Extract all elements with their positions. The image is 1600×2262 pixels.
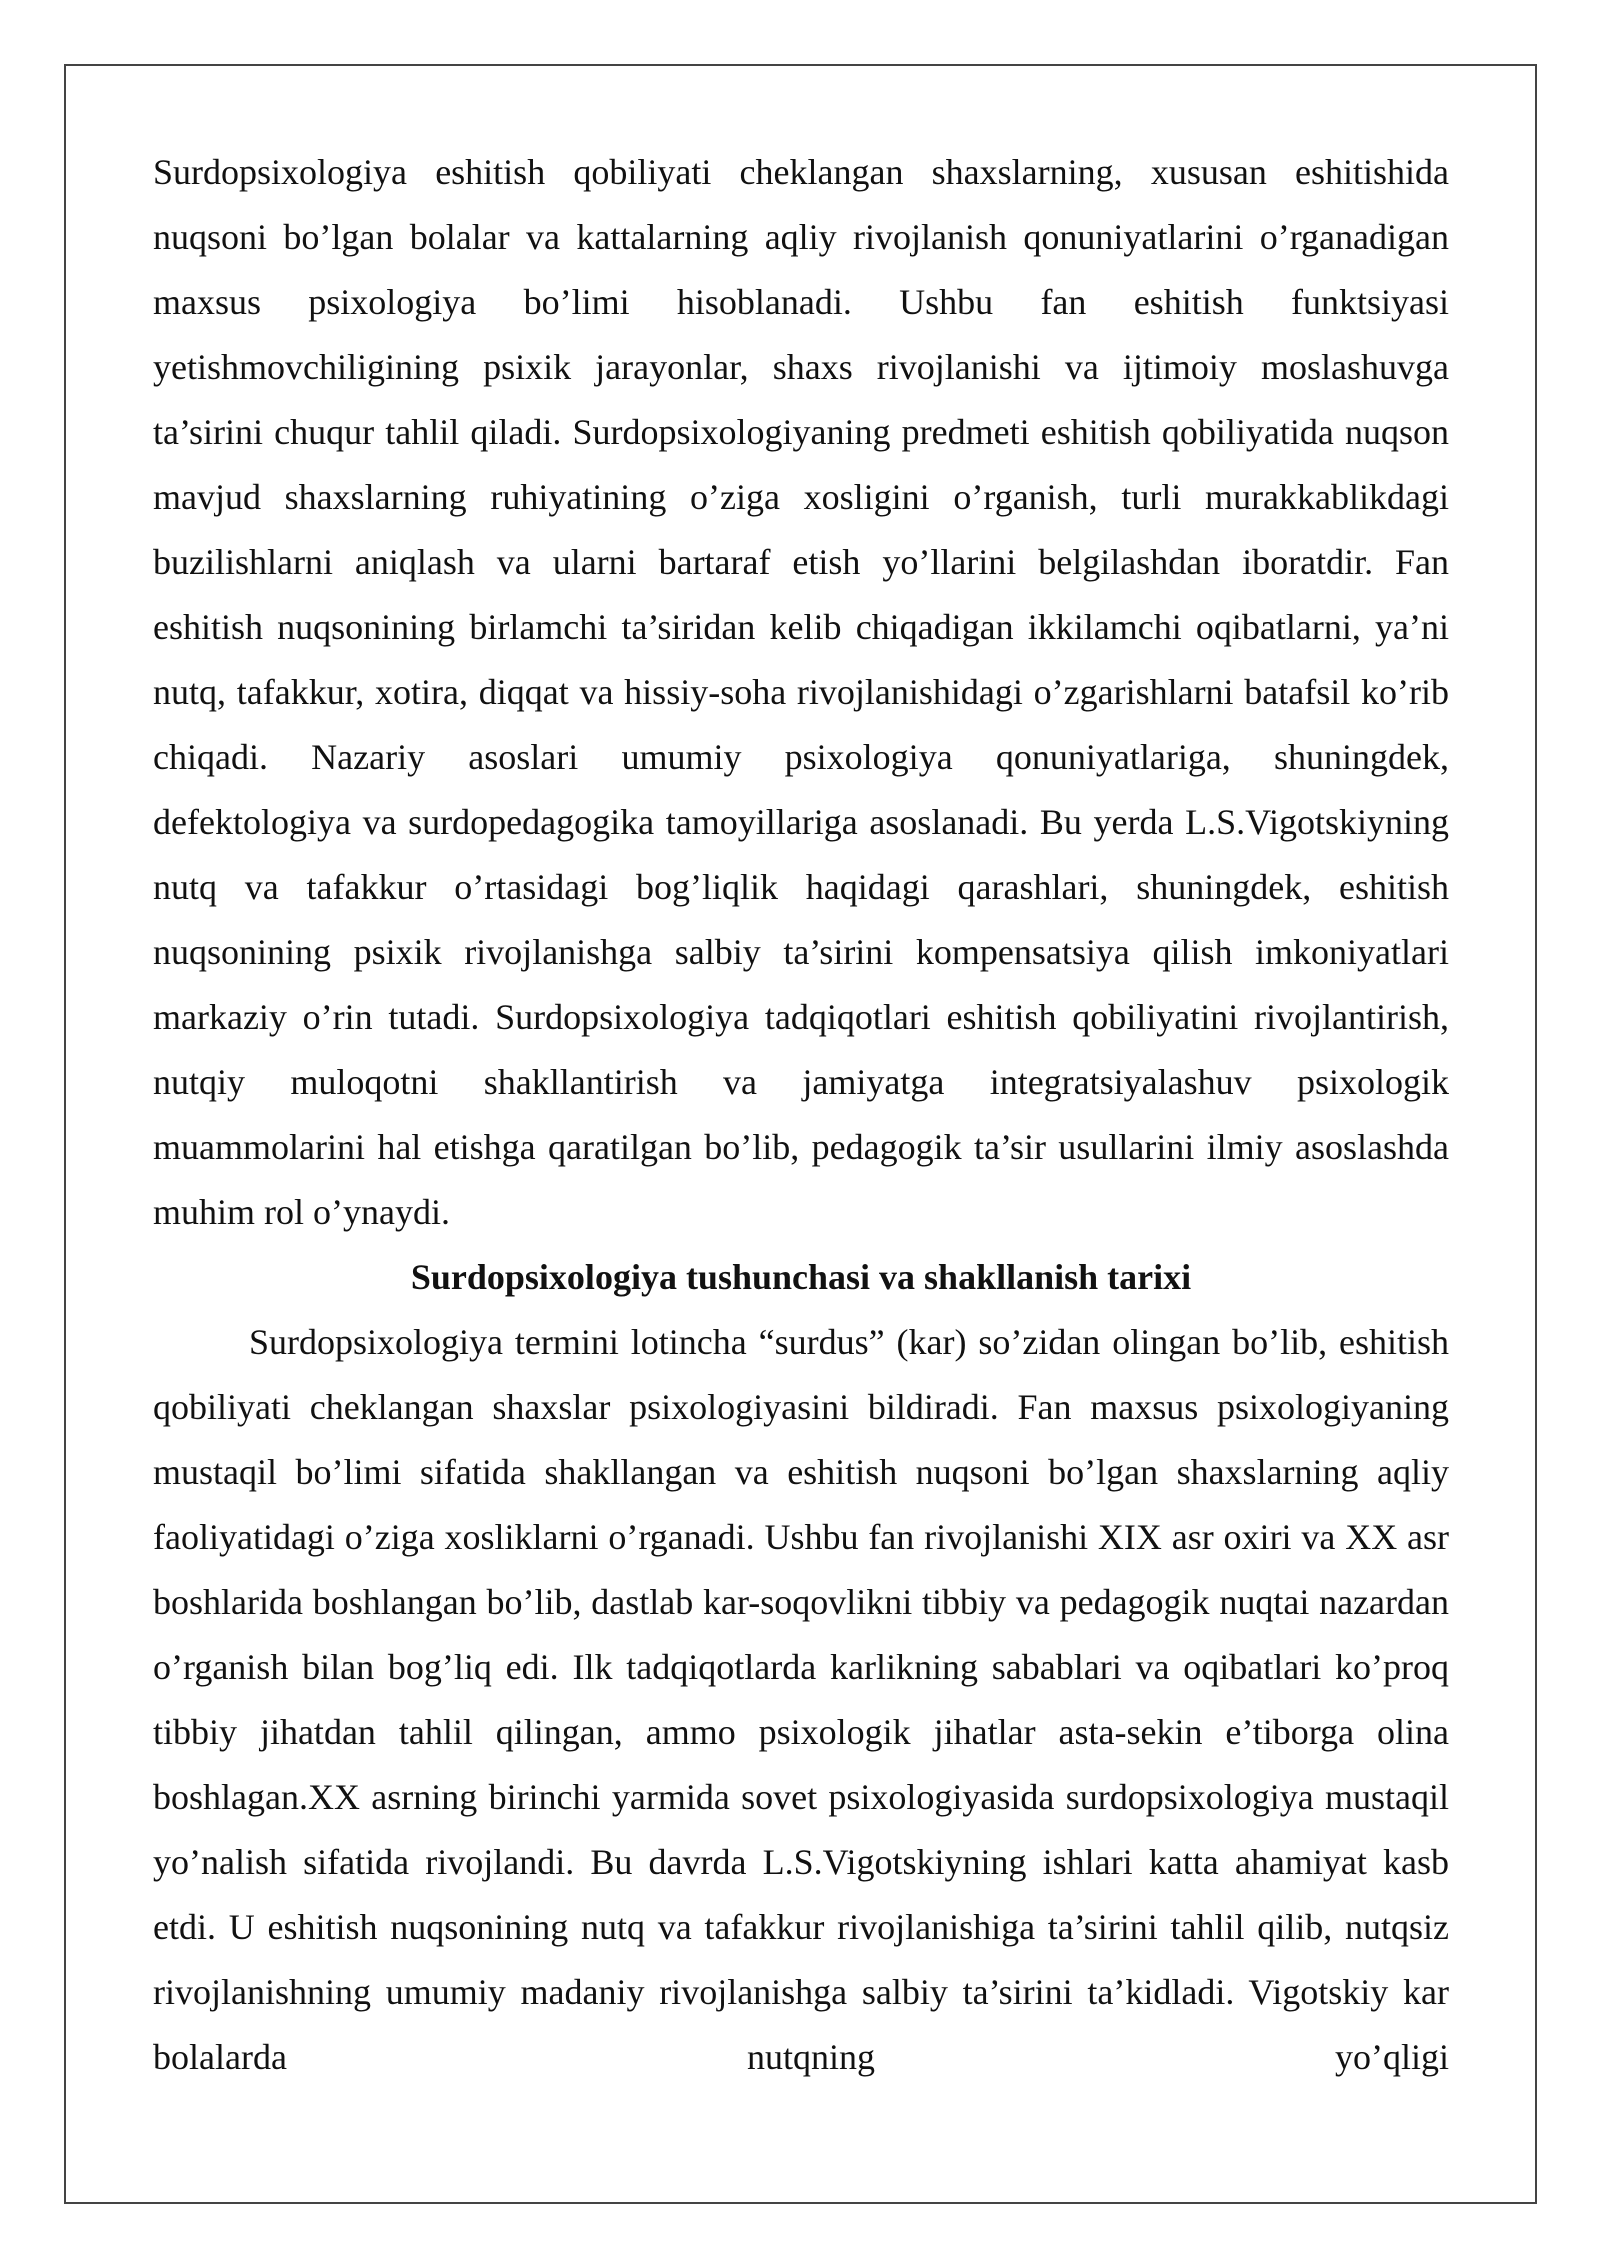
intro-paragraph: Surdopsixologiya eshitish qobiliyati cheklangan shaxslarning, xususan eshitishida nuqsoni bo’lgan bolalar va kattalarning aqliy rivojlanish qonuniyatlarini o’rganadigan maxsus psixologiya bo’limi hisoblanadi. Ushbu fan eshitish funktsiyasi yetishmovchiligining psixik jarayonlar, shaxs rivojlanishi va ijtimoiy moslashuvga ta’sirini chuqur tahlil qiladi. Surdopsixologiyaning predmeti eshitish qobiliyatida nuqson mavjud shaxslarning ruhiyatining o’ziga xosligini o’rganish, turli murakkablikdagi buzilishlarni aniqlash va ularni bartaraf etish yo’llarini belgilashdan iboratdir. Fan eshitish nuqsonining birlamchi ta’siridan kelib chiqadigan ikkilamchi oqibatlarni, ya’ni nutq, tafakkur, xotira, diqqat va hissiy-soha rivojlanishidagi o’zgarishlarni batafsil ko’rib chiqadi. Nazariy asoslari umumiy psixologiya qonuniyatlariga, shuningdek, defektologiya va surdopedagogika tamoyillariga asoslanadi. Bu yerda L.S.Vigotskiyning nutq va tafakkur o’rtasidagi bog’liqlik haqidagi qarashlari, shuningdek, eshitish nuqsonining psixik rivojlanishga salbiy ta’sirini kompensatsiya qilish imkoniyatlari markaziy o’rin tutadi. Surdopsixologiya tadqiqotlari eshitish qobiliyatini rivojlantirish, nutqiy muloqotni shakllantirish va jamiyatga integratsiyalashuv psixologik muammolarini hal etishga qaratilgan bo’lib, pedagogik ta’sir usullarini ilmiy asoslashda muhim rol o’ynaydi. [153,152,1449,1232]
section-heading: Surdopsixologiya tushunchasi va shakllanish tarixi [410,1257,1192,1297]
history-paragraph: Surdopsixologiya termini lotincha “surdus” (kar) so’zidan olingan bo’lib, eshitish qobiliyati cheklangan shaxslar psixologiyasini bildiradi. Fan maxsus psixologiyaning mustaqil bo’limi sifatida shakllangan va eshitish nuqsoni bo’lgan shaxslarning aqliy faoliyatidagi o’ziga xosliklarni o’rganadi. Ushbu fan rivojlanishi XIX asr oxiri va XX asr boshlarida boshlangan bo’lib, dastlab kar-soqovlikni tibbiy va pedagogik nuqtai nazardan o’rganish bilan bog’liq edi. Ilk tadqiqotlarda karlikning sabablari va oqibatlari ko’proq tibbiy jihatdan tahlil qilingan, ammo psixologik jihatlar asta-sekin e’tiborga olina boshlagan.XX asrning birinchi yarmida sovet psixologiyasida surdopsixologiya mustaqil yo’nalish sifatida rivojlandi. Bu davrda L.S.Vigotskiyning ishlari katta ahamiyat kasb etdi. U eshitish nuqsonining nutq va tafakkur rivojlanishiga ta’sirini tahlil qilib, nutqsiz rivojlanishning umumiy madaniy rivojlanishga salbiy ta’sirini ta’kidladi. Vigotskiy kar bolalarda nutqning yo’qligi [153,1322,1449,2077]
document-body [153,140,1449,2090]
